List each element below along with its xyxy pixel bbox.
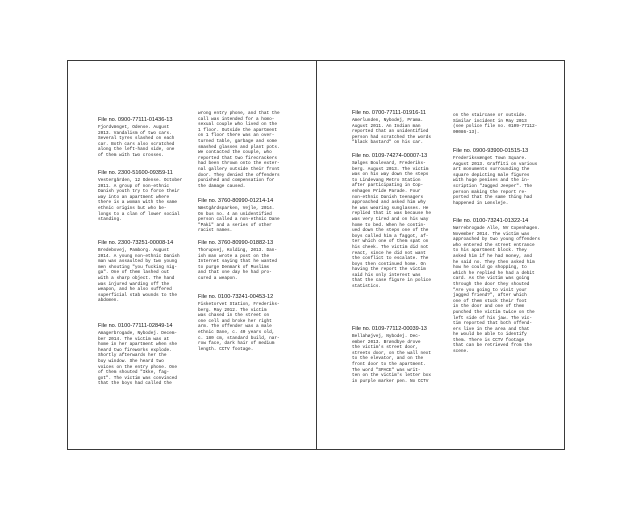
report-text: Sølges Boulevard, Frederiks- berg. August 2013. The victim was on his way down the steps to Lindevang Metro Station after participating in Cop- enhagen Pride Parade. Four non-ethnic Danish teenagers approached and asked him why he was wearing sunglasses. He replied that it was because he was very tired and on his way home to bed. When he contin- ued down the steps one of the boys called him a faggot, af- ter which one of them spat on his cheek. The victim did not react, since he did not want the conflict to escalate. The boys then continued home. On having the report the victim said his only interest was that the case figure in police statistics. <box>352 161 432 290</box>
file-number: File no. 0109-74274-00007-13 <box>352 153 428 159</box>
book-spread <box>67 60 565 450</box>
report-text: Frederiksvænget Town Square. August 2013. Graffiti on various art monuments surrounding the square depicting male figures with huge penises and the in- scription "Jagged Jeeper". The person making the report re- ported that the same thing had happened in Lønsleje. <box>453 156 538 206</box>
file-number: File no. 3760-80990-01882-13 <box>198 240 274 246</box>
police-report-entry <box>98 323 186 387</box>
police-report-entry <box>453 218 541 355</box>
police-report-entry <box>352 110 440 146</box>
right-page <box>317 61 566 449</box>
police-report-entry <box>198 198 286 234</box>
file-number: File no. 3760-80990-01214-14 <box>198 198 274 204</box>
report-text: Bredebovej, Pamborg. August 2014. A young non-ethnic Danish man was assaulted by two young men shouting "you fucking nig- ga". One of them lashed out with a sharp object. The hand was injured warding off the weapon, and he also suffered superficial stab wounds to the abdomen. <box>98 248 180 304</box>
file-number: File no. 2300-73251-00008-14 <box>98 240 174 246</box>
police-report-entry <box>98 240 186 304</box>
file-number: File no. 0100-77111-02849-14 <box>98 323 173 329</box>
police-report-entry <box>98 117 186 159</box>
report-text: Amerlunden, Nybodej, Prama. August 2011. An Indian man reported that an unidentified person had scratched the words "black bastard" on his car. <box>352 118 432 146</box>
report-text: wrong entry phone, and that the call was intended for a homo- sexual couple who lived on the 1 floor. Outside the apartment on 1 floor there was an over- turned table, garbage and some smashed glasses and plant pots. We contacted the couple, who reported that two firecrackers had been thrown onto the exter- nal gallery outside their front door. They denied the offenders punished and compensation for the damage caused. <box>198 111 280 189</box>
report-text: Vestergården, 12 Odense. October 2011. A group of non-ethnic Danish youth try to force their way into an apartment where there is a woman with the same ethnic origins but who be- longs to a clan of lower social standing. <box>98 178 183 223</box>
police-report-entry <box>198 294 286 352</box>
file-number: File no. 0900-93900-01515-13 <box>453 148 529 154</box>
report-text: Fisketorvet Station, Frederiks- berg. May 2012. The victim was chased in the street on one cell and broke her right arm. The offender was a male ethnic Dane, c. 40 years old, c. 180 cm, standard build, nar- row face, dark hair of medium length. CCTV footage. <box>198 302 280 352</box>
file-number: File no. 0100-73241-01322-14 <box>453 218 529 224</box>
file-number: File no. 0900-77111-01436-13 <box>98 117 173 123</box>
police-report-entry <box>198 240 286 282</box>
report-text: Thorupvej, Kolding, 2013. Dan- ish man wrote a post on the Internet saying that he wanted to purge Denmark of Muslims and that one day he had pro- cured a weapon. <box>198 248 278 281</box>
report-text: Næstgårdsparken, Vejle, 2014. On bus no. 4 an unidentified person called a non-ethnic Dane "Paki" and a series of other racist names. <box>198 206 280 234</box>
police-report-entry <box>453 148 541 206</box>
report-continuation <box>198 110 286 189</box>
report-continuation <box>453 112 541 135</box>
report-text: Amagerbrogade, Nybodej. Decem- ber 2014. The victim was at home in her apartment when she heard two fireworks explode. Shortly afterwards her the buy window. She heard two voices on the entry phone. One of them shouted "Ikke, fag- got". The victim was convinced that the boys had called the <box>98 331 178 387</box>
police-report-entry <box>98 170 186 223</box>
left-page <box>68 61 316 449</box>
report-text: Bellahøjvej, Nybodej. Dec- ember 2013. Brøndbye drove the victim's street door, streets door, on the wall next to the elevator, and on the front door to the apartment. The word "SPACE" was writ- ten on the victim's letter box in purple marker pen. No CCTV <box>352 334 432 384</box>
file-number: File no. 0109-77112-00039-13 <box>352 326 427 332</box>
file-number: File no. 0700-77111-01916-11 <box>352 110 427 116</box>
report-text: Fjordvænget, Odense. August 2013. Vandalism of two cars. Several tyres slashed on each car. Both cars also scratched along the left-hand side, one of them with two crosses. <box>98 125 175 158</box>
police-report-entry <box>352 153 440 290</box>
police-report-entry <box>352 326 440 384</box>
report-text: on the staircase or outside. Similar incident in May 2013 (see police file no. 0109-77112- 00086-13). <box>453 113 538 135</box>
report-text: Nørrebrogade Alle, NV Copenhagen. November 2014. The victim was approached by two young offenders who entered the street entrance to his apartment block. They asked him if he had money, and he said no. They then asked him how he could go shopping, to which he replied he had a debit card. As the victim was going through the door they shouted "Are you going to visit your jagged friend?", after which one of them stuck their foot in the door and one of them punched the victim twice on the left side of his jaw. The vic- tim reported that both offend- ers live in the area and that he would be able to identify them. There is CCTV footage that can be retrieved from the scene. <box>453 226 540 355</box>
file-number: File no. 0100-73241-00453-12 <box>198 294 274 300</box>
file-number: File no. 2300-51600-09359-11 <box>98 170 173 176</box>
